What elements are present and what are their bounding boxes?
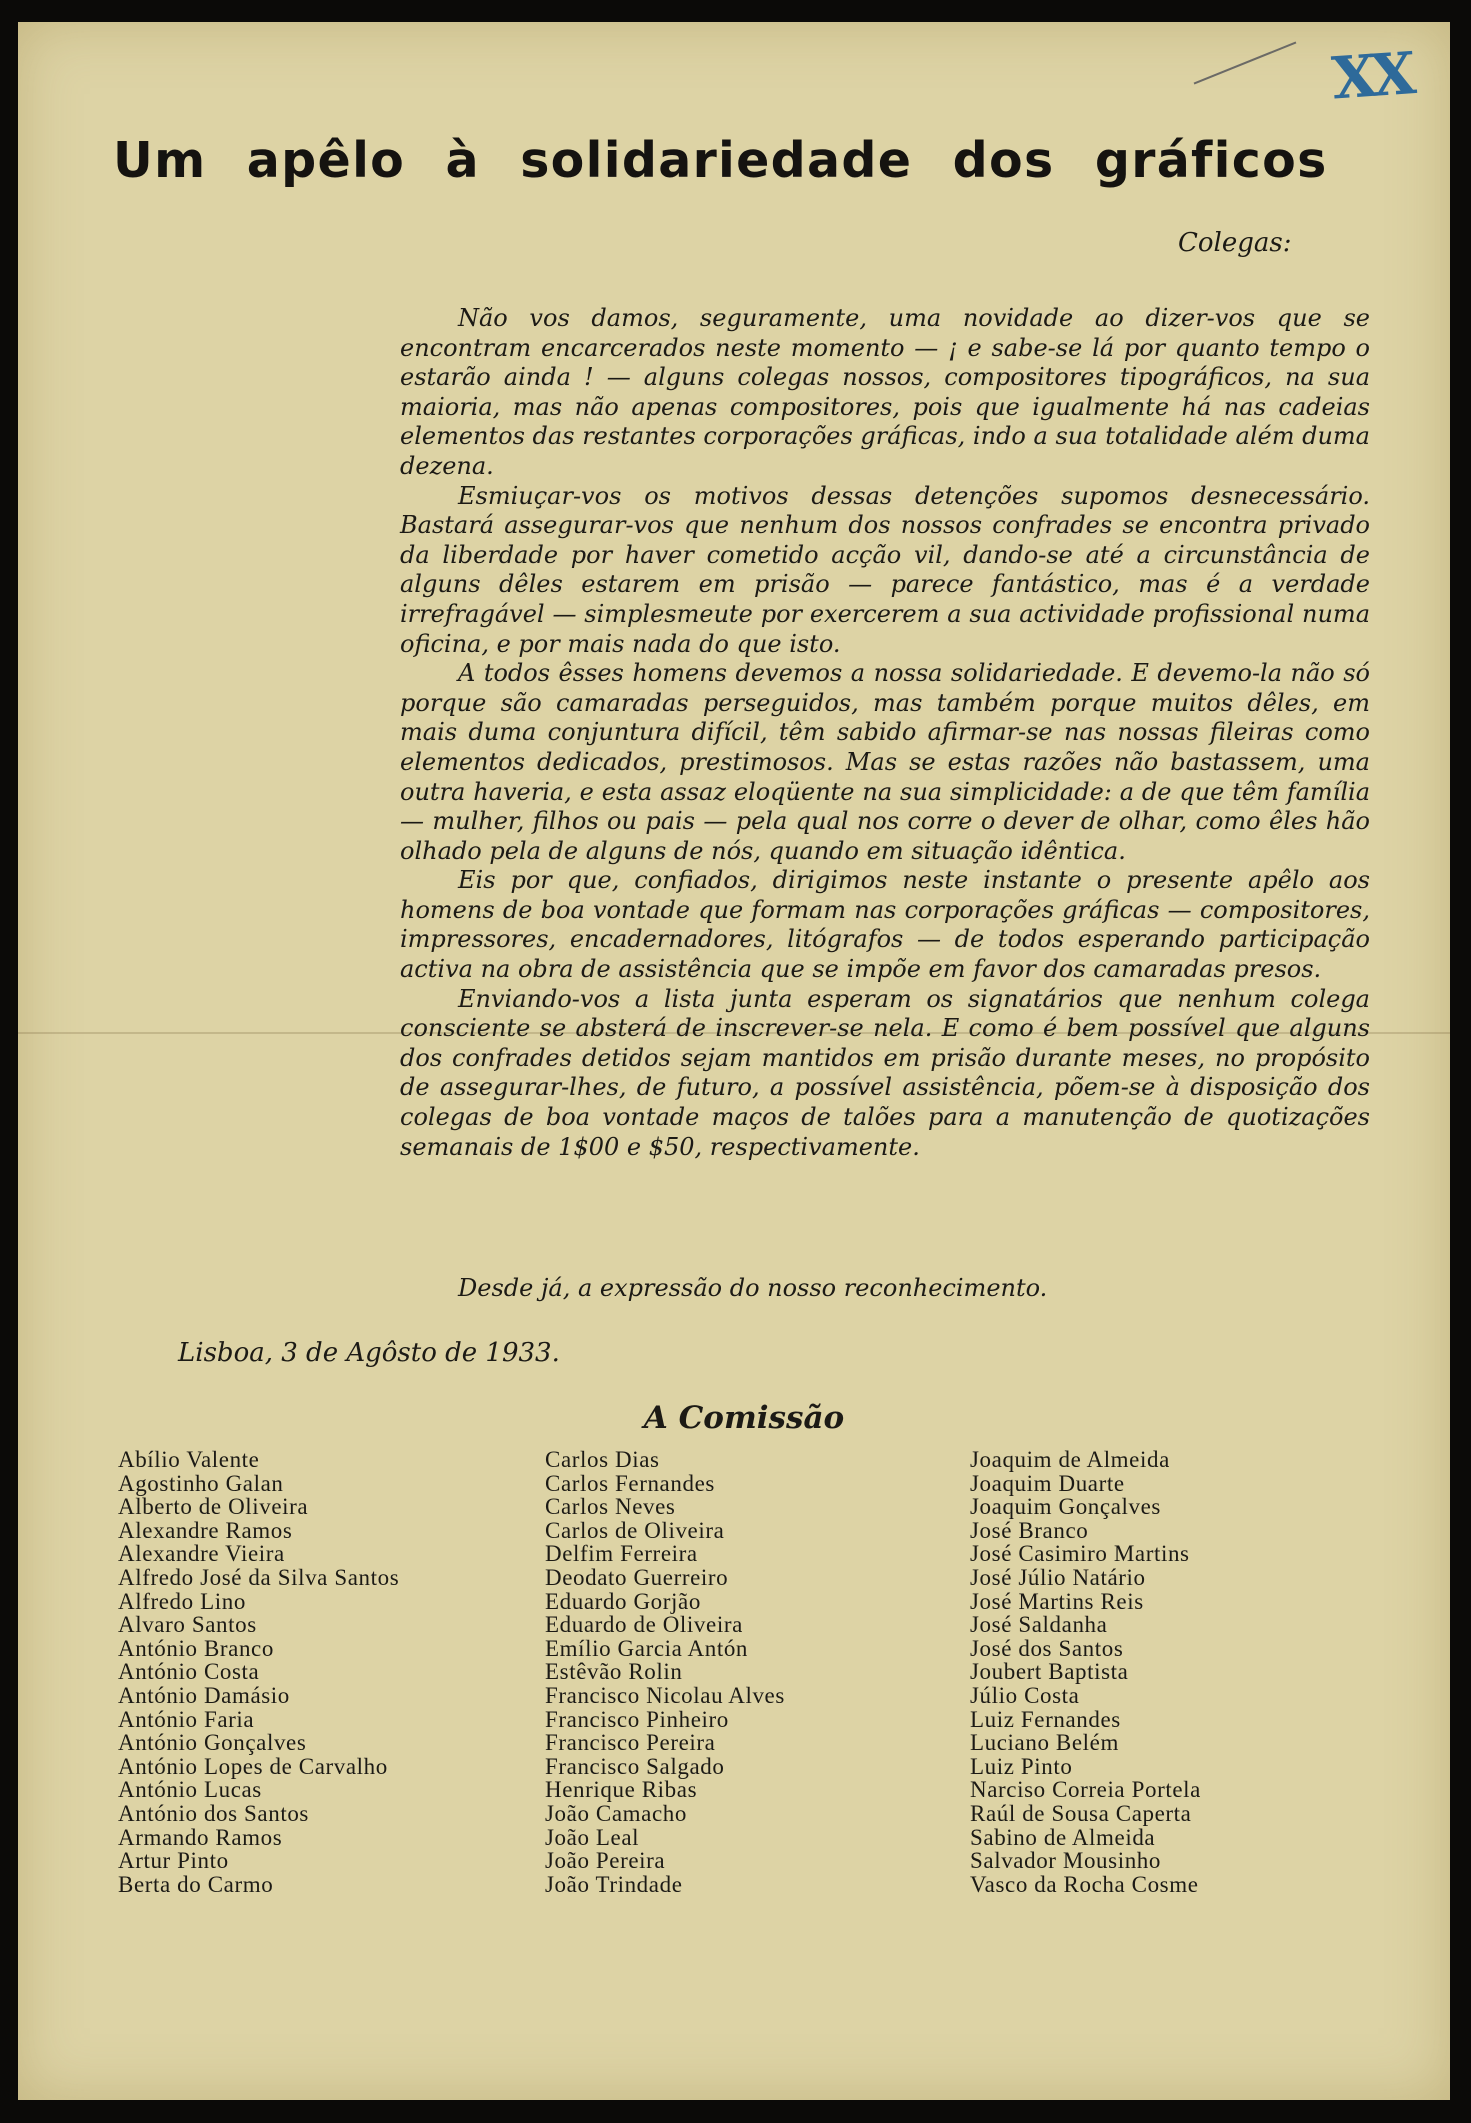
signatory-name: Alfredo José da Silva Santos <box>118 1564 400 1590</box>
signatory-name: Henrique Ribas <box>545 1777 698 1803</box>
signatory-name: Armando Ramos <box>118 1824 283 1850</box>
signatory-name: Alvaro Santos <box>118 1612 257 1638</box>
paragraph: Não vos damos, seguramente, uma novidade ao dizer-vos que se encontram encarcerados neste momento — ¡ e sabe-se lá por quanto tempo o estarão ainda ! — alguns colegas nossos, compositores tipográficos, na sua maioria, mas não apenas compositores, pois que igualmente há nas cadeias elementos das restantes corporações gráficas, indo a sua totalidade além duma dezena. <box>400 304 1370 480</box>
signatory-name: Eduardo de Oliveira <box>545 1612 743 1638</box>
signatory-name: João Leal <box>545 1824 640 1850</box>
signatory-name: António Lopes de Carvalho <box>118 1753 388 1779</box>
signatories-column-3 <box>970 1448 1201 1896</box>
signatory-name: Narciso Correia Portela <box>970 1777 1201 1803</box>
signatory-name: Joaquim Duarte <box>970 1470 1125 1496</box>
signatory-name: João Pereira <box>545 1848 666 1874</box>
signatory-name: Alexandre Ramos <box>118 1517 293 1543</box>
signatory-name: Carlos Fernandes <box>545 1470 715 1496</box>
signatory-name: Luciano Belém <box>970 1730 1119 1756</box>
signatory-name: Sabino de Almeida <box>970 1824 1156 1850</box>
signatory-name: Deodato Guerreiro <box>545 1564 729 1590</box>
signatory-name: Delfim Ferreira <box>545 1541 698 1567</box>
signatory-name: Luiz Fernandes <box>970 1706 1121 1732</box>
signatory-name: Salvador Mousinho <box>970 1848 1161 1874</box>
signatory-name: Francisco Pinheiro <box>545 1706 729 1732</box>
signatory-name: Vasco da Rocha Cosme <box>970 1871 1199 1897</box>
signatory-name: Emílio Garcia Antón <box>545 1635 749 1661</box>
signatories-column-2 <box>545 1448 785 1896</box>
signatory-name: José Saldanha <box>970 1612 1108 1638</box>
signatory-name: Francisco Pereira <box>545 1730 716 1756</box>
paragraph: Enviando-vos a lista junta esperam os signatários que nenhum colega consciente se absterá de inscrever-se nela. E como é bem possível que alguns dos confrades detidos sejam mantidos em prisão durante meses, no propósito de assegurar-lhes, de futuro, a possível assistência, põem-se à disposição dos colegas de boa vontade maços de talões para a manutenção de quotizações semanais de 1$00 e $50, respectivamente. <box>400 984 1370 1161</box>
signatory-name: António dos Santos <box>118 1800 309 1826</box>
signatory-name: José Júlio Natário <box>970 1564 1146 1590</box>
signatory-name: João Camacho <box>545 1800 687 1826</box>
signatory-name: Joubert Baptista <box>970 1659 1129 1685</box>
signatory-name: Artur Pinto <box>118 1848 229 1874</box>
signatory-name: Carlos Dias <box>545 1447 660 1472</box>
letter-body <box>400 304 1370 1162</box>
signatory-name: Francisco Nicolau Alves <box>545 1682 785 1708</box>
signatory-name: Carlos de Oliveira <box>545 1517 725 1543</box>
signatory-name: José dos Santos <box>970 1635 1124 1661</box>
pencil-stroke <box>1194 41 1297 84</box>
signatory-name: Raúl de Sousa Caperta <box>970 1800 1192 1826</box>
signatory-name: Abílio Valente <box>118 1447 260 1472</box>
signatory-name: António Faria <box>118 1706 255 1732</box>
paragraph: Esmiuçar-vos os motivos dessas detenções supomos desnecessário. Bastará assegurar-vos que nenhum dos nossos confrades se encontra privado da liberdade por haver cometido acção vil, dando-se até a circunstância de alguns dêles estarem em prisão — parece fantástico, mas é a verdade irrefragável — simplesmeute por exercerem a sua actividade profissional numa oficina, e por mais nada do que isto. <box>400 481 1370 658</box>
paragraph: A todos êsses homens devemos a nossa solidariedade. E devemo-la não só porque são camaradas perseguidos, mas também porque muitos dêles, em mais duma conjuntura difícil, têm sabido afirmar-se nas nossas fileiras como elementos dedicados, prestimosos. Mas se estas razões não bastassem, uma outra haveria, e esta assaz eloqüente na sua simplicidade: a de que têm família — mulher, filhos ou pais — pela qual nos corre o dever de olhar, como êles hão olhado pela de alguns de nós, quando em situação idêntica. <box>400 659 1370 865</box>
signatory-name: Alfredo Lino <box>118 1588 246 1614</box>
signatory-name: Alexandre Vieira <box>118 1541 285 1567</box>
signatory-name: Francisco Salgado <box>545 1753 725 1779</box>
document-title: Um apêlo à solidariedade dos gráficos <box>113 132 1328 189</box>
signatory-name: Carlos Neves <box>545 1494 676 1520</box>
signatories-column-1 <box>118 1448 399 1896</box>
signatory-name: Agostinho Galan <box>118 1470 284 1496</box>
place-date: Lisboa, 3 de Agôsto de 1933. <box>178 1338 560 1368</box>
signatory-name: Estêvão Rolin <box>545 1659 683 1685</box>
signatory-name: António Branco <box>118 1635 274 1661</box>
salutation: Colegas: <box>1178 228 1292 258</box>
signatory-name: António Damásio <box>118 1682 290 1708</box>
signatory-name: José Branco <box>970 1517 1089 1543</box>
signatory-name: Eduardo Gorjão <box>545 1588 701 1614</box>
signatory-name: José Casimiro Martins <box>970 1541 1190 1567</box>
signatory-name: José Martins Reis <box>970 1588 1144 1614</box>
document-page <box>18 22 1450 2100</box>
signatory-name: António Lucas <box>118 1777 262 1803</box>
signatory-name: Júlio Costa <box>970 1682 1080 1708</box>
signatory-name: António Costa <box>118 1659 260 1685</box>
signatory-name: João Trindade <box>545 1871 683 1897</box>
signatory-name: Alberto de Oliveira <box>118 1494 309 1520</box>
closing-line: Desde já, a expressão do nosso reconhecimento. <box>458 1274 1048 1302</box>
signatory-name: Joaquim de Almeida <box>970 1447 1170 1472</box>
signatory-name: Joaquim Gonçalves <box>970 1494 1161 1520</box>
signatory-name: Berta do Carmo <box>118 1871 274 1897</box>
paragraph: Eis por que, confiados, dirigimos neste instante o presente apêlo aos homens de boa vontade que formam nas corporações gráficas — compositores, impressores, encadernadores, litógrafos — de todos esperando participação activa na obra de assistência que se impõe em favor dos camaradas presos. <box>400 866 1370 984</box>
signatory-name: Luiz Pinto <box>970 1753 1073 1779</box>
committee-title: A Comissão <box>643 1400 845 1436</box>
signatory-name: António Gonçalves <box>118 1730 307 1756</box>
archive-mark: XX <box>1329 39 1413 113</box>
